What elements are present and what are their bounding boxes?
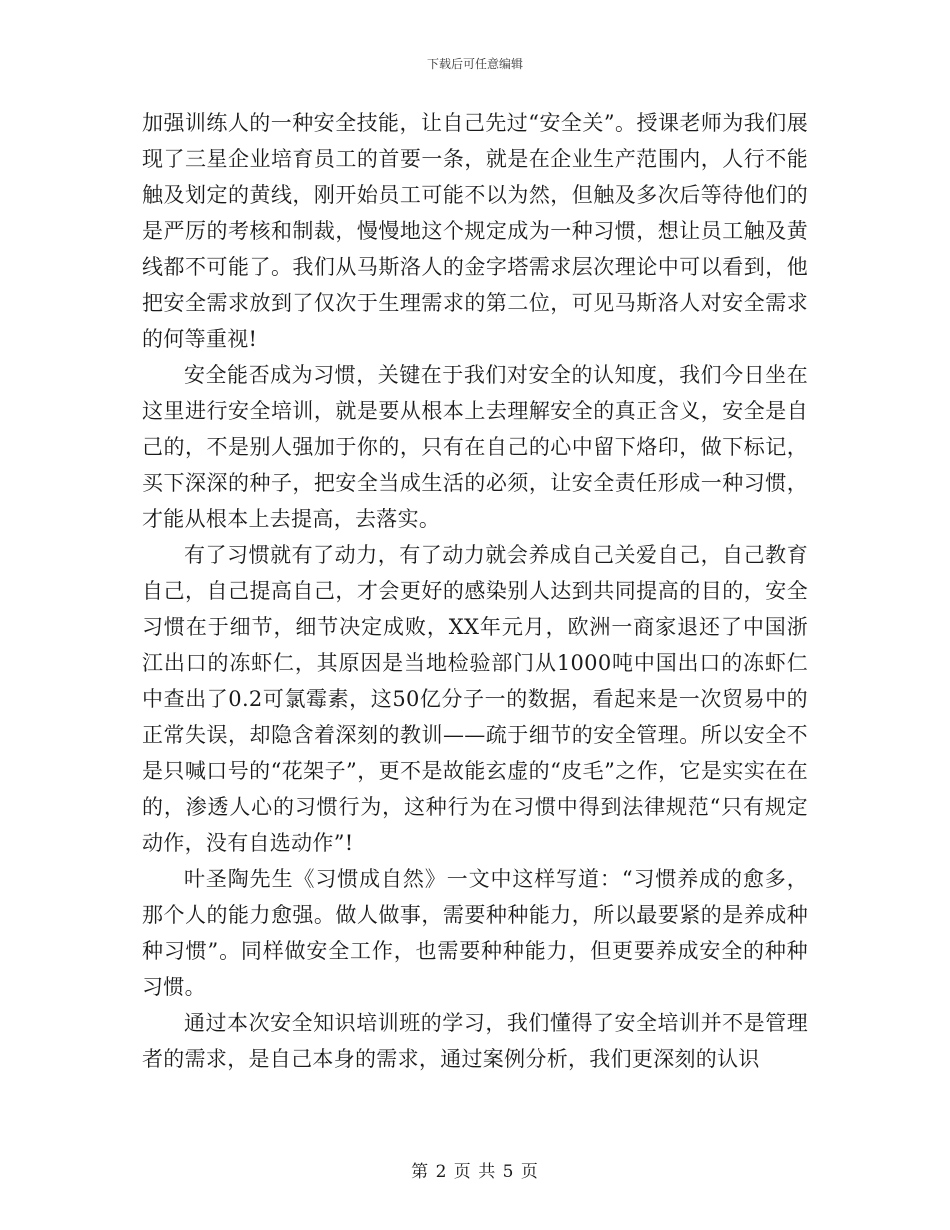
page-header: 下载后可任意编辑 bbox=[426, 57, 523, 71]
paragraph-1: 加强训练人的一种安全技能，让自己先过“安全关”。授课老师为我们展现了三星企业培育员工的首要一条，就是在企业生产范围内，人行不能触及划定的黄线，刚开始员工可能不以为然，但触及多次后等待他们的是严厉的考核和制裁，慢慢地这个规定成为一种习惯，想让员工触及黄线都不可能了。我们从马斯洛人的金字塔需求层次理论中可以看到，他把安全需求放到了仅次于生理需求的第二位，可见马斯洛人对安全需求的何等重视! bbox=[142, 111, 808, 351]
paragraph-2: 安全能否成为习惯，关键在于我们对安全的认知度，我们今日坐在这里进行安全培训，就是要从根本上去理解安全的真正含义，安全是自己的，不是别人强加于你的，只有在自己的心中留下烙印，做下标记，买下深深的种子，把安全当成生活的必须，让安全责任形成一种习惯，才能从根本上去提高，去落实。 bbox=[142, 363, 808, 531]
document-body bbox=[142, 105, 808, 1077]
paragraph-4: 叶圣陶先生《习惯成自然》一文中这样写道：“习惯养成的愈多，那个人的能力愈强。做人做事，需要种种能力，所以最要紧的是养成种种习惯”。同样做安全工作，也需要种种能力，但更要养成安全的种种习惯。 bbox=[142, 867, 808, 999]
paragraph-5: 通过本次安全知识培训班的学习，我们懂得了安全培训并不是管理者的需求，是自己本身的需求，通过案例分析，我们更深刻的认识 bbox=[142, 1011, 808, 1071]
paragraph-3: 有了习惯就有了动力，有了动力就会养成自己关爱自己，自己教育自己，自己提高自己，才会更好的感染别人达到共同提高的目的，安全习惯在于细节，细节决定成败，XX年元月，欧洲一商家退还了中国浙江出口的冻虾仁，其原因是当地检验部门从1000吨中国出口的冻虾仁中查出了0.2可氯霉素，这50亿分子一的数据，看起来是一次贸易中的正常失误，却隐含着深刻的教训——疏于细节的安全管理。所以安全不是只喊口号的“花架子”，更不是故能玄虚的“皮毛”之作，它是实实在在的，渗透人心的习惯行为，这种行为在习惯中得到法律规范“只有规定动作，没有自选动作”! bbox=[142, 543, 808, 855]
page-number-footer: 第 2 页 共 5 页 bbox=[411, 1162, 539, 1182]
